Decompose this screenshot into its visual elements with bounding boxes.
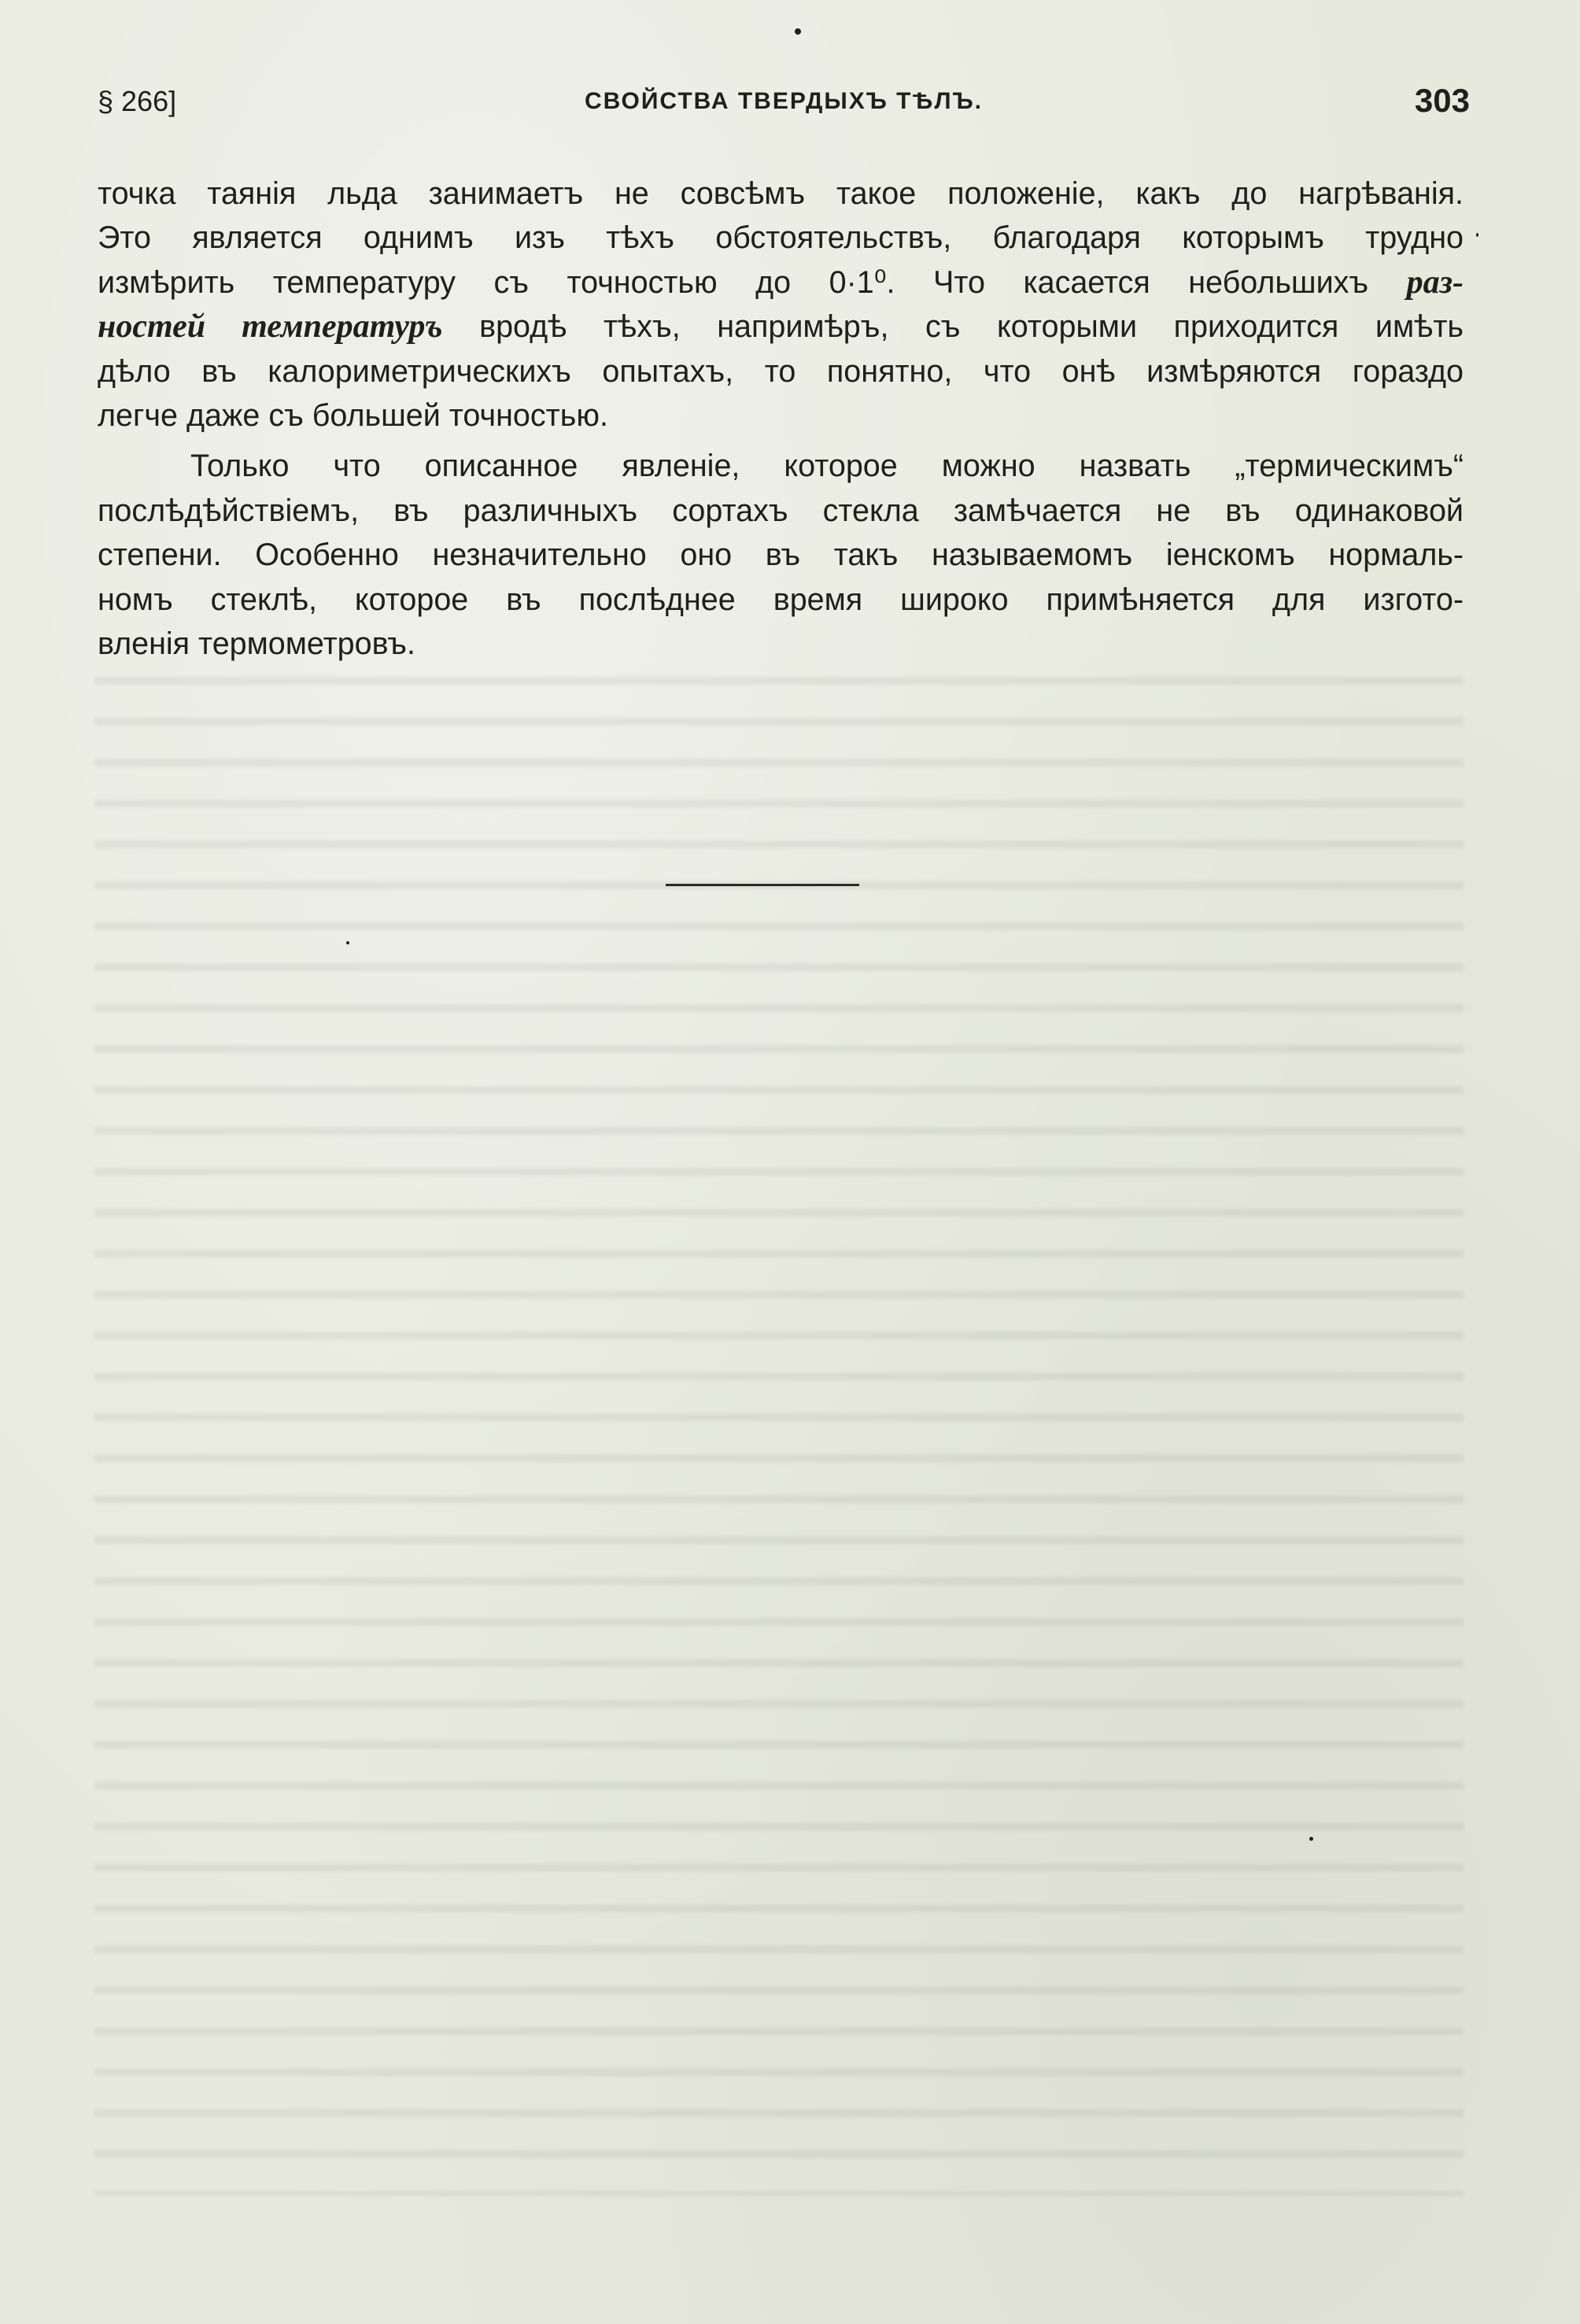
text-line: вленія термометровъ. <box>98 626 415 662</box>
section-reference: § 266] <box>98 85 177 117</box>
ink-speck <box>1476 233 1478 237</box>
text-line: легче даже съ большей точностью. <box>98 398 608 434</box>
paragraph <box>98 444 1464 666</box>
section-divider-rule <box>666 884 859 886</box>
text-line <box>98 260 1464 305</box>
text-line: номъ стеклѣ, которое въ послѣднее время широко примѣняется для изгото- <box>98 582 1464 617</box>
text-segment: измѣрить температуру съ точностью до 0·1⁰. Что касается небольшихъ <box>98 264 1369 300</box>
page-number: 303 <box>1414 82 1470 119</box>
text-line <box>98 444 1464 488</box>
ink-speck <box>346 941 349 944</box>
text-segment: Только что описанное явленіе, которое можно назвать „термическимъ“ <box>190 449 1464 484</box>
ink-speck <box>1309 1837 1313 1841</box>
text-line: послѣдѣйствіемъ, въ различныхъ сортахъ стекла замѣчается не въ одинаковой <box>98 493 1464 528</box>
emphasis-text: раз- <box>1406 264 1464 301</box>
running-title: СВОЙСТВА ТВЕРДЫХЪ ТѢЛЪ. <box>584 88 984 114</box>
body-text <box>98 172 1464 666</box>
text-line: точка таянія льда занимаетъ не совсѣмъ такое положеніе, какъ до нагрѣванія. <box>98 176 1464 211</box>
text-line: Это является однимъ изъ тѣхъ обстоятельствъ, благодаря которымъ трудно <box>98 220 1464 256</box>
text-segment: вродѣ тѣхъ, напримѣръ, съ которыми приходится имѣть <box>479 309 1464 345</box>
ink-speck <box>795 28 801 35</box>
running-head <box>98 82 1470 126</box>
text-line: степени. Особенно незначительно оно въ такъ называемомъ іенскомъ нормаль- <box>98 538 1464 573</box>
text-line: дѣло въ калориметрическихъ опытахъ, то понятно, что онѣ измѣряются гораздо <box>98 353 1464 389</box>
paragraph <box>98 172 1464 438</box>
text-line <box>98 305 1464 349</box>
emphasis-text: ностей температуръ <box>98 309 443 345</box>
